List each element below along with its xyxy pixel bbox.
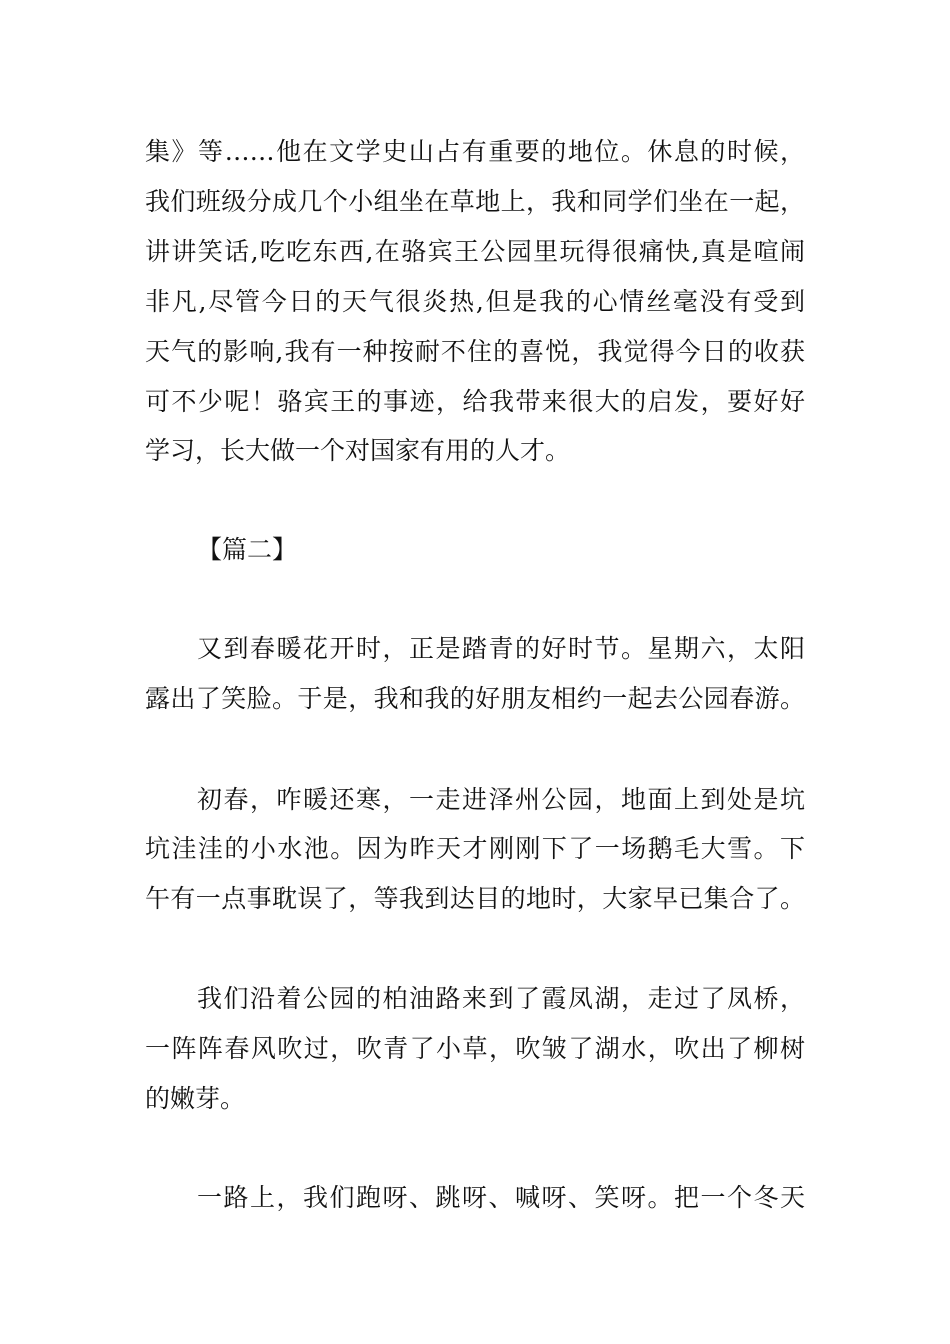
- paragraph-line: 一路上，我们跑呀、跳呀、喊呀、笑呀。把一个冬天: [197, 1183, 805, 1212]
- paragraph-line: 我们沿着公园的柏油路来到了霞凤湖，走过了凤桥，: [197, 984, 805, 1013]
- paragraph-line: 讲讲笑话,吃吃东西,在骆宾王公园里玩得很痛快,真是喧闹: [145, 237, 805, 266]
- paragraph-line: 的嫩芽。: [145, 1084, 246, 1113]
- paragraph-line: 一阵阵春风吹过，吹青了小草，吹皱了湖水，吹出了柳树: [145, 1034, 805, 1063]
- paragraph-line: 初春，咋暖还寒，一走进泽州公园，地面上到处是坑: [197, 785, 805, 814]
- paragraph-line: 坑洼洼的小水池。因为昨天才刚刚下了一场鹅毛大雪。下: [145, 834, 805, 863]
- paragraph-line: 又到春暖花开时，正是踏青的好时节。星期六，太阳: [197, 634, 805, 663]
- paragraph-line: 非凡,尽管今日的天气很炎热,但是我的心情丝毫没有受到: [145, 287, 805, 316]
- paragraph-line: 学习，长大做一个对国家有用的人才。: [145, 436, 571, 465]
- section-heading: 【篇二】: [197, 535, 298, 564]
- paragraph-line: 我们班级分成几个小组坐在草地上，我和同学们坐在一起，: [145, 187, 805, 216]
- paragraph-line: 天气的影响,我有一种按耐不住的喜悦，我觉得今日的收获: [145, 337, 805, 366]
- paragraph-line: 露出了笑脸。于是，我和我的好朋友相约一起去公园春游。: [145, 684, 805, 713]
- paragraph-line: 午有一点事耽误了，等我到达目的地时，大家早已集合了。: [145, 884, 805, 913]
- paragraph-line: 集》等……他在文学史山占有重要的地位。休息的时候，: [145, 137, 805, 166]
- paragraph-line: 可不少呢！骆宾王的事迹，给我带来很大的启发，要好好: [145, 387, 805, 416]
